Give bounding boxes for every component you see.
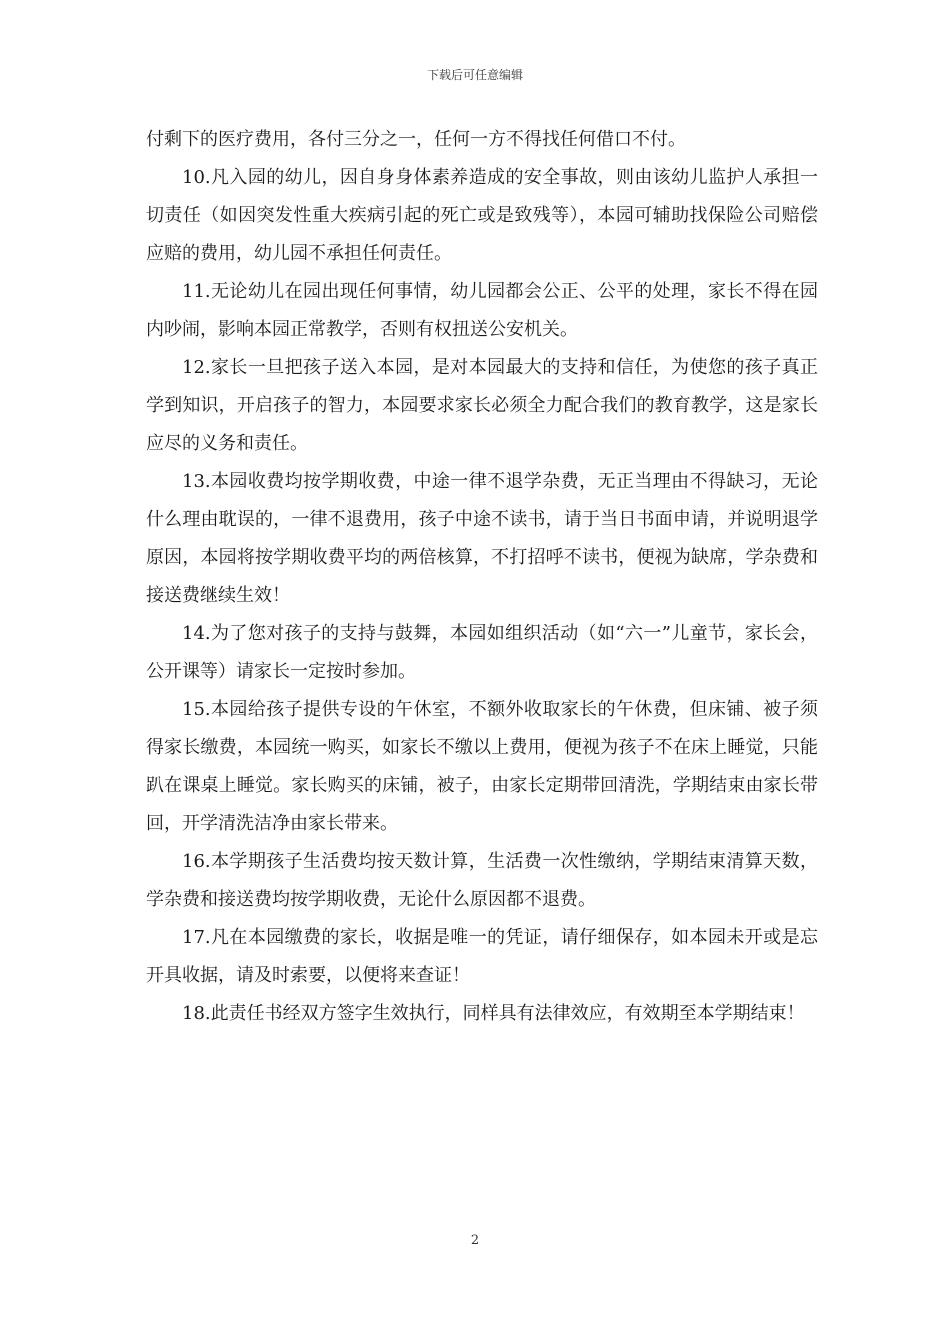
paragraph-item-14: 14.为了您对孩子的支持与鼓舞，本园如组织活动（如“六一”儿童节，家长会，公开课等）请家长一定按时参加。	[146, 623, 818, 682]
paragraph-item-18: 18.此责任书经双方签字生效执行，同样具有法律效应，有效期至本学期结束！	[182, 1003, 805, 1024]
paragraph-item-16: 16.本学期孩子生活费均按天数计算，生活费一次性缴纳，学期结束清算天数，学杂费和接送费均按学期收费，无论什么原因都不退费。	[146, 851, 818, 910]
paragraph-continuation: 付剩下的医疗费用，各付三分之一，任何一方不得找任何借口不付。	[146, 129, 686, 150]
paragraph-item-13: 13.本园收费均按学期收费，中途一律不退学杂费，无正当理由不得缺习，无论什么理由耽误的，一律不退费用，孩子中途不读书，请于当日书面申请，并说明退学原因，本园将按学期收费平均的两倍核算，不打招呼不读书，便视为缺席，学杂费和接送费继续生效！	[146, 471, 818, 606]
paragraph-item-11: 11.无论幼儿在园出现任何事情，幼儿园都会公正、公平的处理，家长不得在园内吵闹，影响本园正常教学，否则有权扭送公安机关。	[146, 281, 818, 340]
paragraph-item-10: 10.凡入园的幼儿，因自身身体素养造成的安全事故，则由该幼儿监护人承担一切责任（如因突发性重大疾病引起的死亡或是致残等），本园可辅助找保险公司赔偿应赔的费用，幼儿园不承担任何责任。	[146, 167, 818, 264]
paragraph-item-17: 17.凡在本园缴费的家长，收据是唯一的凭证，请仔细保存，如本园未开或是忘开具收据，请及时索要，以便将来查证！	[146, 927, 818, 986]
page-header: 下载后可任意编辑	[426, 68, 523, 82]
paragraph-item-15: 15.本园给孩子提供专设的午休室，不额外收取家长的午休费，但床铺、被子须得家长缴费，本园统一购买，如家长不缴以上费用，便视为孩子不在床上睡觉，只能趴在课桌上睡觉。家长购买的床铺，被子，由家长定期带回清洗，学期结束由家长带回，开学清洗洁净由家长带来。	[146, 699, 818, 834]
document-body	[146, 121, 818, 1033]
paragraph-item-12: 12.家长一旦把孩子送入本园，是对本园最大的支持和信任，为使您的孩子真正学到知识，开启孩子的智力，本园要求家长必须全力配合我们的教育教学，这是家长应尽的义务和责任。	[146, 357, 818, 454]
page-number: 2	[470, 1233, 480, 1248]
